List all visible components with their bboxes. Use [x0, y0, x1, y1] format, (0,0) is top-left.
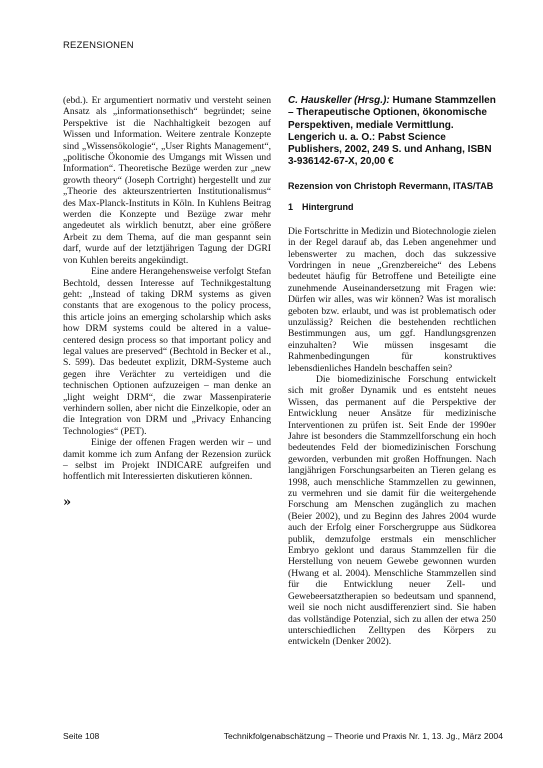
section-heading: [288, 202, 496, 213]
reviewer-line: Rezension von Christoph Revermann, ITAS/TAB: [288, 180, 494, 191]
right-column: [288, 95, 496, 648]
running-header: REZENSIONEN: [63, 40, 134, 51]
book-details: Humane Stammzellen – Therapeutische Optionen, ökonomische Perspektiven, mediale Vermittlung. Lengerich u. a. O.: Pabst Science Publishers, 2002, 249 S. und Anhang, ISBN 3-936142-67-X, 20,00 €: [288, 95, 496, 168]
journal-info: Technikfolgenabschätzung – Theorie und Praxis Nr. 1, 13. Jg., März 2004: [223, 731, 503, 741]
paragraph: Einige der offenen Fragen werden wir – und damit komme ich zum Anfang der Rezension zurück – selbst im Projekt INDICARE aufgreifen und hoffentlich mit Interessierten diskutieren können.: [63, 437, 271, 483]
paragraph: Die biomedizinische Forschung entwickelt sich mit großer Dynamik und es entsteht neues Wissen, das permanent auf die Perspektive der Entwicklung neuer Ansätze für medizinische Interventionen zu prüfen ist. Seit Ende der 1990er Jahre ist besonders die Stammzellforschung ein hoch bedeutendes Feld der biomedizinischen Forschung geworden, verbunden mit großen Hoffnungen. Nach langjährigen Forschungsarbeiten an Tieren gelang es 1998, auch menschliche Stammzellen zu gewinnen, zu vermehren und sie damit für die weitergehende Forschung am Menschen zugänglich zu machen (Beier 2002), und zu Beginn des Jahres 2004 wurde auch der Erfolg einer Forschergruppe aus Südkorea publik, demzufolge erstmals ein menschlicher Embryo geklont und daraus Stammzellen für die Herstellung von neuem Gewebe gewonnen wurden (Hwang et al. 2004). Menschliche Stammzellen sind für die Entwicklung neuer Zell- und Gewebeersatztherapien so bedeutsam und spannend, weil sie noch nicht ausdifferenziert sind. Sie haben das vollständige Potenzial, sich zu allen der etwa 250 unterschiedlichen Zelltypen des Körpers zu entwickeln (Denker 2002).: [288, 373, 496, 648]
book-citation: [288, 95, 496, 169]
paragraph: (ebd.). Er argumentiert normativ und versteht seinen Ansatz als „informationsethisch“ begründet; seine Perspektive ist die Nachhaltigkeit bezogen auf Wissen und Information. Weitere zentrale Konzepte sind „Wissensökologie“, „User Rights Management“, „politische Ökonomie des Umgangs mit Wissen und Information“. Theoretische Bezüge werden zur „new growth theory“ (Joseph Cortright) hergestellt und zur „Theorie des akteurszentrierten Institutionalismus“ des Max-Planck-Instituts in Köln. In Kuhlens Beitrag werden die Konzepte und Bezüge zwar mehr angedeutet als wirklich benutzt, aber eine größere Arbeit zu dem Thema, auf die man gespannt sein darf, wurde auf der letztjährigen Tagung der DGRI von Kuhlen bereits angekündigt.: [63, 95, 271, 266]
end-of-review-mark: »: [63, 494, 72, 510]
page-number: Seite 108: [63, 731, 100, 741]
left-column: [63, 95, 271, 508]
paragraph: Eine andere Herangehensweise verfolgt Stefan Bechtold, dessen Interesse auf Technikgestaltung geht: „Instead of taking DRM systems as given constants that are exogenous to the policy process, this article joins an emerging scholarship which asks how DRM systems could be altered in a value-centered design process so that important policy and legal values are preserved“ (Bechtold in Becker et al., S. 599). Das bedeutet explizit, DRM-Systeme auch gegen ihre Verächter zu verteidigen und die technischen Optionen aufzuzeigen – man denke an „light weight DRM“, die zwar Massenpiraterie verhindern sollen, aber nicht die Einzelkopie, oder an die Integration von DRM und „Privacy Enhancing Technologies“ (PET).: [63, 266, 271, 437]
book-editor: C. Hauskeller (Hrsg.):: [288, 95, 390, 106]
section-title: Hintergrund: [302, 202, 354, 213]
paragraph: Die Fortschritte in Medizin und Biotechnologie zielen in der Regel darauf ab, das Leben angenehmer und lebenswerter zu machen, doch das sukzessive Vordringen in neue „Grenzbereiche“ des Lebens bedeutet häufig für Betroffene und Beteiligte eine zunehmende Auseinandersetzung mit Fragen wie: Dürfen wir alles, was wir können? Was ist moralisch geboten bzw. erlaubt, und was ist problematisch oder unzulässig? Reichen die bestehenden rechtlichen Bestimmungen aus, um ggf. Handlungsgrenzen einzuhalten? Wie müssen insgesamt die Rahmenbedingungen für konstruktives lebensdienliches Handeln beschaffen sein?: [288, 225, 496, 374]
section-number: 1: [288, 202, 294, 213]
